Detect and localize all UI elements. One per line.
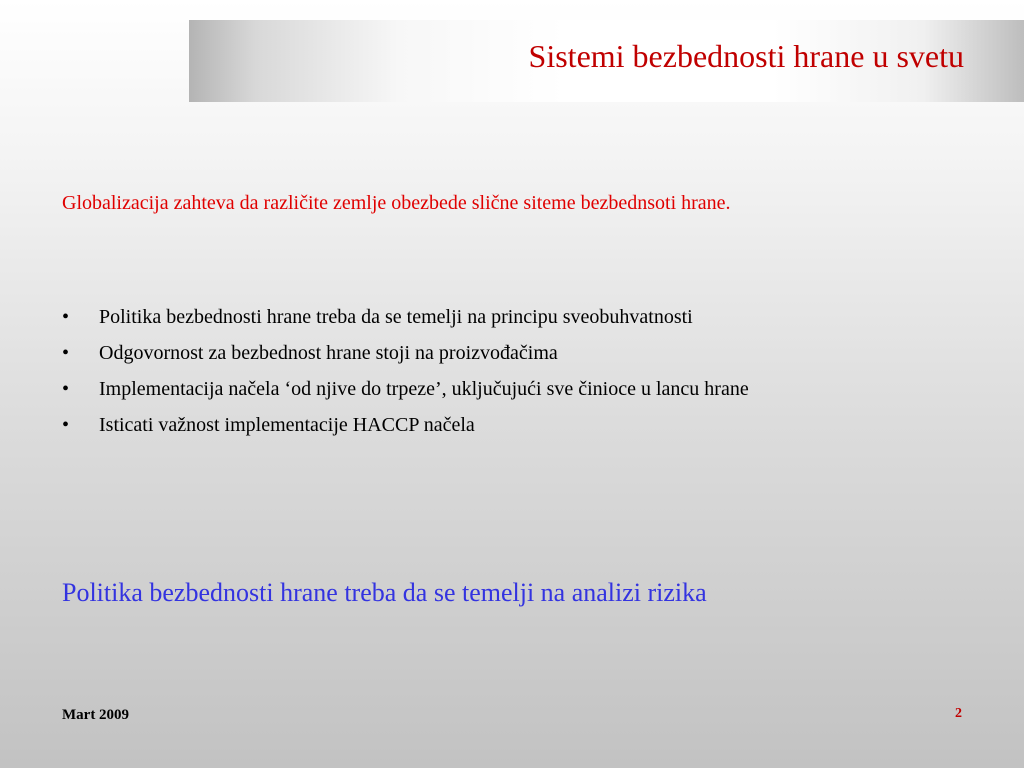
footer-date: Mart 2009 — [62, 707, 130, 723]
bullet-item — [62, 336, 962, 370]
bullet-item — [62, 300, 962, 334]
bullet-text: Odgovornost za bezbednost hrane stoji na proizvođačima — [99, 342, 558, 364]
bullet-icon: • — [62, 378, 70, 400]
bullet-list — [62, 300, 962, 444]
intro-text: Globalizacija zahteva da različite zemlje obezbede slične siteme bezbednsoti hrane. — [62, 192, 731, 214]
bullet-item — [62, 408, 962, 442]
bullet-text: Isticati važnost implementacije HACCP načela — [99, 414, 475, 436]
bullet-icon: • — [62, 414, 70, 436]
bullet-icon: • — [62, 342, 70, 364]
bullet-item — [62, 372, 962, 406]
title-bar — [189, 20, 1024, 102]
slide-title: Sistemi bezbednosti hrane u svetu — [528, 38, 964, 74]
bullet-text: Implementacija načela ‘od njive do trpeze’, uključujući sve činioce u lancu hrane — [99, 378, 749, 400]
bullet-icon: • — [62, 306, 70, 328]
page-number: 2 — [955, 706, 962, 721]
conclusion-text: Politika bezbednosti hrane treba da se temelji na analizi rizika — [62, 578, 707, 607]
bullet-text: Politika bezbednosti hrane treba da se temelji na principu sveobuhvatnosti — [99, 306, 693, 328]
